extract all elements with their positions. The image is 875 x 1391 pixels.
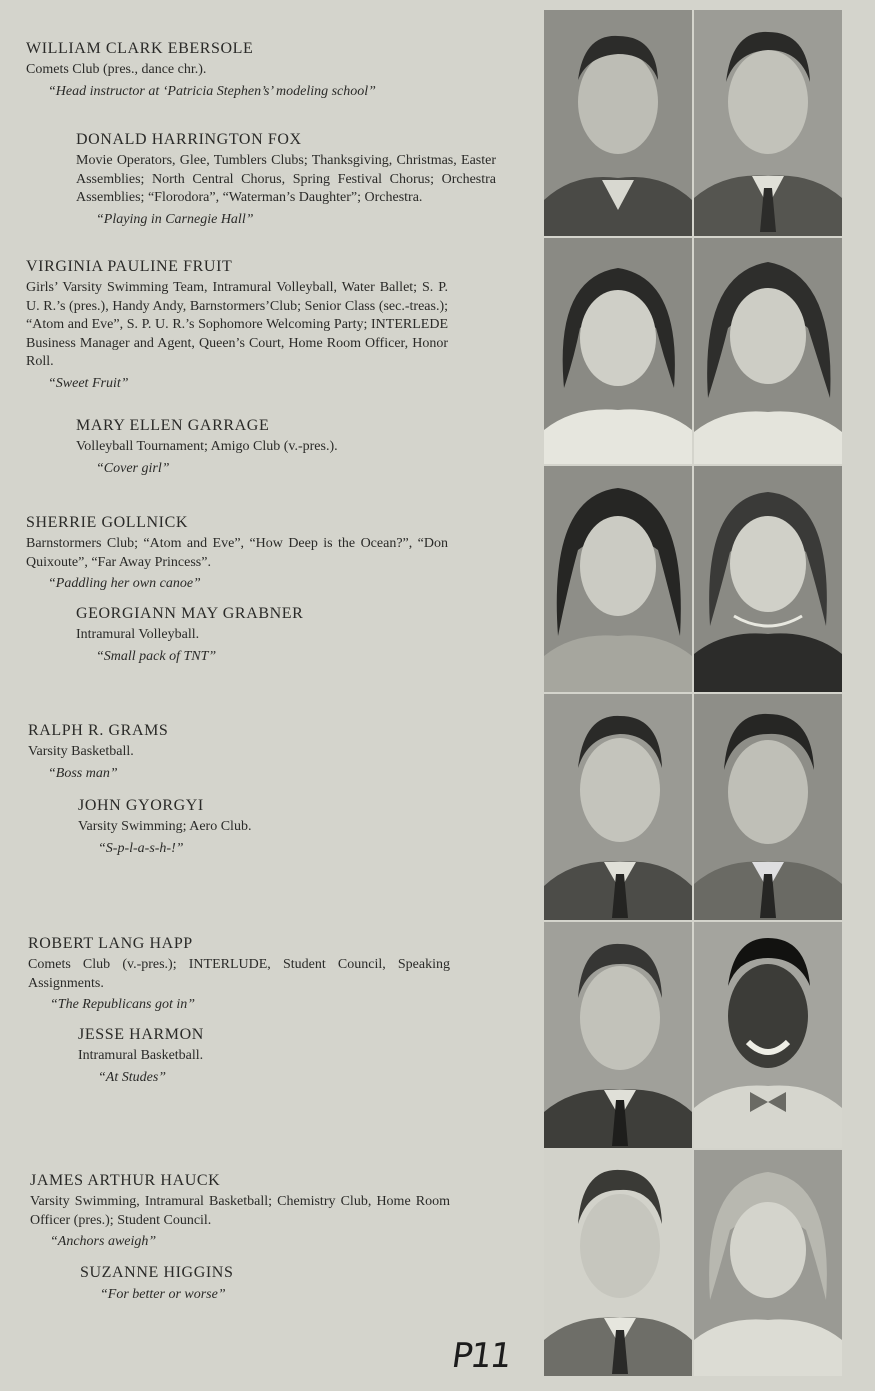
student-quote: “Small pack of TNT” — [96, 648, 217, 664]
student-name: JESSE HARMON — [78, 1026, 204, 1043]
student-portrait — [544, 238, 692, 464]
student-name: DONALD HARRINGTON FOX — [76, 131, 302, 148]
portrait-row — [544, 466, 842, 692]
student-activities: Girls’ Varsity Swimming Team, Intramural Volleyball, Water Ballet; S. P. U. R.’s (pres.), Handy Andy, Barnstormers’Club; Senior Class (sec.-treas.); “Atom and Eve”, S. P. U. R.’s Sophomore Welcoming Party; INTERLEDE Business Manager and Agent, Queen’s Court, Home Room Officer, Honor Roll. — [26, 280, 448, 369]
student-entry — [30, 1172, 450, 1251]
student-portrait — [544, 694, 692, 920]
student-quote: “Paddling her own canoe” — [48, 576, 201, 591]
student-name: ROBERT LANG HAPP — [28, 935, 193, 952]
student-quote: “Head instructor at ‘Patricia Stephen’s’ modeling school” — [48, 83, 376, 99]
portrait-row — [544, 922, 842, 1148]
student-portrait — [694, 922, 842, 1148]
student-quote: “Cover girl” — [96, 460, 170, 476]
student-name: RALPH R. GRAMS — [28, 722, 169, 739]
portrait-row — [544, 694, 842, 920]
student-quote: “The Republicans got in” — [50, 997, 196, 1012]
student-entry — [78, 1026, 478, 1087]
student-entry — [78, 797, 478, 858]
student-quote: “Playing in Carnegie Hall” — [96, 211, 254, 227]
student-name: GEORGIANN MAY GRABNER — [76, 605, 304, 622]
student-portrait — [544, 922, 692, 1148]
student-activities: Intramural Volleyball. — [76, 627, 200, 642]
student-activities: Varsity Swimming; Aero Club. — [78, 819, 252, 834]
student-portrait — [694, 238, 842, 464]
student-name: VIRGINIA PAULINE FRUIT — [26, 258, 233, 275]
student-quote: “S-p-l-a-s-h-!” — [98, 840, 184, 856]
student-name: MARY ELLEN GARRAGE — [76, 417, 270, 434]
student-entry — [76, 417, 476, 478]
student-name: JAMES ARTHUR HAUCK — [30, 1172, 221, 1189]
student-portrait — [694, 694, 842, 920]
student-activities: Varsity Swimming, Intramural Basketball; Chemistry Club, Home Room Officer (pres.); Student Council. — [30, 1194, 450, 1228]
student-entry — [26, 514, 448, 593]
student-entry — [76, 605, 476, 666]
student-quote: “Sweet Fruit” — [48, 375, 129, 391]
student-quote: “Boss man” — [48, 765, 118, 781]
handwritten-page-number: P11 — [449, 1336, 513, 1376]
student-portrait — [694, 1150, 842, 1376]
portrait-row — [544, 238, 842, 464]
student-name: JOHN GYORGYI — [78, 797, 204, 814]
student-entry — [26, 258, 448, 393]
student-name: WILLIAM CLARK EBERSOLE — [26, 40, 254, 57]
student-portrait — [544, 466, 692, 692]
student-activities: Varsity Basketball. — [28, 744, 134, 759]
portrait-row — [544, 10, 842, 236]
student-activities: Comets Club (v.-pres.); INTERLUDE, Student Council, Speaking Assignments. — [28, 957, 450, 991]
student-entry — [28, 935, 450, 1014]
student-activities: Barnstormers Club; “Atom and Eve”, “How Deep is the Ocean?”, “Don Quixoute”, “Far Away Princess”. — [26, 536, 448, 570]
student-entry — [80, 1264, 480, 1304]
student-portrait — [694, 10, 842, 236]
student-portrait — [694, 466, 842, 692]
student-entry — [28, 722, 428, 783]
student-portrait — [544, 10, 692, 236]
student-activities: Comets Club (pres., dance chr.). — [26, 62, 207, 77]
student-activities: Movie Operators, Glee, Tumblers Clubs; Thanksgiving, Christmas, Easter Assemblies; North Central Chorus, Spring Festival Chorus; Orchestra Assemblies; “Florodora”, “Waterman’s Daughter”; Orchestra. — [76, 153, 496, 205]
student-portrait — [544, 1150, 692, 1376]
student-entry — [26, 40, 496, 101]
student-entry — [76, 131, 496, 229]
student-name: SUZANNE HIGGINS — [80, 1264, 234, 1281]
student-quote: “Anchors aweigh” — [50, 1234, 157, 1249]
student-name: SHERRIE GOLLNICK — [26, 514, 189, 531]
student-quote: “At Studes” — [98, 1069, 167, 1085]
portrait-row — [544, 1150, 842, 1376]
student-activities: Volleyball Tournament; Amigo Club (v.-pres.). — [76, 439, 338, 454]
student-activities: Intramural Basketball. — [78, 1048, 204, 1063]
student-quote: “For better or worse” — [100, 1287, 226, 1302]
